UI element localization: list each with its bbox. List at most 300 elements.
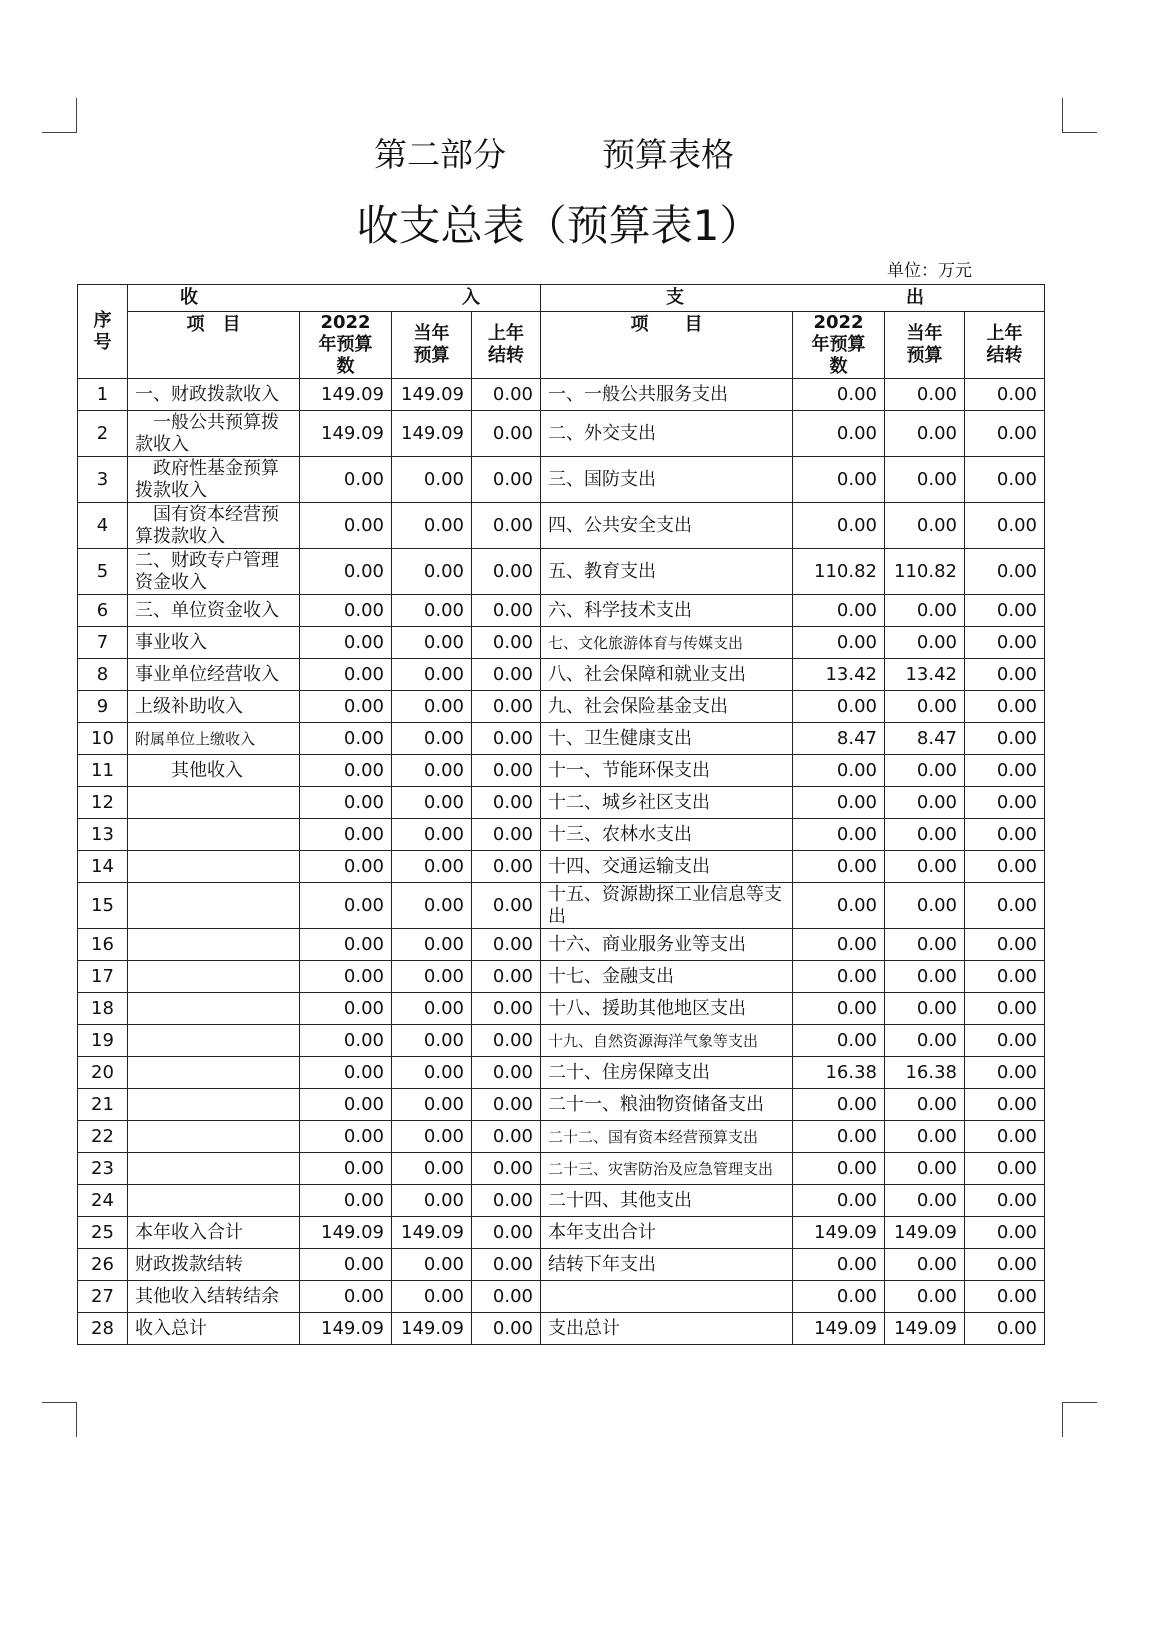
income-2022: 0.00 (343, 791, 384, 813)
income-current-cell (392, 627, 472, 659)
income-current-cell (392, 993, 472, 1025)
income-current-cell (392, 659, 472, 691)
income-2022-cell (300, 1121, 392, 1153)
income-carryover-cell (472, 723, 541, 755)
expense-item-cell (541, 691, 793, 723)
income-carryover-cell (472, 457, 541, 503)
income-2022: 149.09 (321, 383, 384, 405)
income-carryover-cell (472, 549, 541, 595)
income-carryover-cell (472, 787, 541, 819)
expense-current: 0.00 (916, 1125, 957, 1147)
income-current: 0.00 (423, 663, 464, 685)
income-current: 0.00 (423, 468, 464, 490)
income-item-cell (128, 787, 300, 819)
income-carryover-cell (472, 1217, 541, 1249)
row-seq: 28 (91, 1317, 114, 1339)
row-seq: 2 (96, 422, 109, 444)
income-item: 其他收入结转结余 (135, 1285, 279, 1307)
expense-item: 十四、交通运输支出 (548, 855, 710, 877)
expense-carryover-cell (965, 379, 1045, 411)
income-carryover-cell (472, 961, 541, 993)
expense-carryover: 0.00 (996, 855, 1037, 877)
income-item-cell (128, 659, 300, 691)
income-current: 0.00 (423, 855, 464, 877)
expense-current: 0.00 (916, 1253, 957, 1275)
part-label: 第二部分 (374, 135, 506, 174)
row-seq-cell (78, 1057, 128, 1089)
expense-item: 十、卫生健康支出 (548, 727, 692, 749)
expense-item-cell (541, 723, 793, 755)
income-carryover-cell (472, 883, 541, 929)
expense-current-cell (885, 929, 965, 961)
income-2022: 0.00 (343, 1125, 384, 1147)
income-2022: 0.00 (343, 1093, 384, 1115)
header-income-carryover: 上年结转 (472, 312, 541, 379)
page-title: 收支总表（预算表1） (356, 201, 762, 250)
expense-item: 一、一般公共服务支出 (548, 383, 728, 405)
expense-2022-cell (793, 457, 885, 503)
expense-2022: 0.00 (836, 631, 877, 653)
income-2022: 0.00 (343, 599, 384, 621)
expense-2022: 13.42 (825, 663, 877, 685)
header-expense-2022: 2022年预算数 (793, 312, 885, 379)
expense-carryover: 0.00 (996, 727, 1037, 749)
income-item: 国有资本经营预算拨款收入 (135, 503, 279, 547)
expense-carryover: 0.00 (996, 422, 1037, 444)
expense-carryover-cell (965, 1249, 1045, 1281)
expense-2022: 0.00 (836, 1157, 877, 1179)
expense-current: 16.38 (905, 1061, 957, 1083)
income-item: 上级补助收入 (135, 695, 243, 717)
income-carryover: 0.00 (492, 997, 533, 1019)
income-current: 0.00 (423, 823, 464, 845)
income-item-cell (128, 993, 300, 1025)
expense-current: 0.00 (916, 894, 957, 916)
table-row (78, 1153, 1045, 1185)
income-item: 二、财政专户管理资金收入 (135, 549, 279, 593)
income-2022: 0.00 (343, 823, 384, 845)
table-row (78, 851, 1045, 883)
expense-current-cell (885, 993, 965, 1025)
income-carryover-cell (472, 1089, 541, 1121)
expense-item-cell (541, 627, 793, 659)
income-current: 0.00 (423, 1093, 464, 1115)
expense-2022: 0.00 (836, 823, 877, 845)
income-current: 0.00 (423, 560, 464, 582)
income-current-cell (392, 1313, 472, 1345)
expense-current-cell (885, 819, 965, 851)
expense-2022-cell (793, 851, 885, 883)
row-seq: 24 (91, 1189, 114, 1211)
income-current: 0.00 (423, 599, 464, 621)
income-current-cell (392, 883, 472, 929)
income-current-cell (392, 819, 472, 851)
expense-2022: 0.00 (836, 1189, 877, 1211)
income-current-cell (392, 851, 472, 883)
row-seq-cell (78, 1249, 128, 1281)
income-2022-cell (300, 1281, 392, 1313)
header-row-columns (78, 312, 1045, 379)
income-item: 三、单位资金收入 (135, 599, 279, 621)
income-2022: 149.09 (321, 1317, 384, 1339)
unit-label: 单位：万元 (887, 261, 972, 281)
expense-item: 二、外交支出 (548, 422, 656, 444)
income-item-cell (128, 723, 300, 755)
income-item-cell (128, 1153, 300, 1185)
income-2022-cell (300, 1185, 392, 1217)
income-2022-cell (300, 379, 392, 411)
row-seq-cell (78, 819, 128, 851)
table-row (78, 1089, 1045, 1121)
expense-carryover-cell (965, 1217, 1045, 1249)
income-current-cell (392, 411, 472, 457)
table-row (78, 1185, 1045, 1217)
income-carryover: 0.00 (492, 560, 533, 582)
expense-2022-cell (793, 627, 885, 659)
income-carryover: 0.00 (492, 1125, 533, 1147)
expense-current-cell (885, 851, 965, 883)
income-item-cell (128, 1089, 300, 1121)
income-2022-cell (300, 929, 392, 961)
income-item: 其他收入 (171, 759, 243, 781)
income-current: 0.00 (423, 1029, 464, 1051)
income-2022-cell (300, 691, 392, 723)
expense-current: 0.00 (916, 1093, 957, 1115)
expense-current-cell (885, 691, 965, 723)
income-carryover-cell (472, 755, 541, 787)
expense-current-cell (885, 1121, 965, 1153)
income-current-cell (392, 1249, 472, 1281)
expense-current-cell (885, 1025, 965, 1057)
table-row (78, 503, 1045, 549)
table-row (78, 457, 1045, 503)
expense-current-cell (885, 1089, 965, 1121)
expense-carryover-cell (965, 755, 1045, 787)
expense-carryover: 0.00 (996, 599, 1037, 621)
expense-carryover-cell (965, 1121, 1045, 1153)
header-income-item: 项 目 (128, 312, 300, 379)
expense-carryover-cell (965, 723, 1045, 755)
row-seq: 13 (91, 823, 114, 845)
expense-item-cell (541, 503, 793, 549)
income-2022: 0.00 (343, 514, 384, 536)
income-carryover-cell (472, 1281, 541, 1313)
income-carryover-cell (472, 929, 541, 961)
expense-carryover-cell (965, 819, 1045, 851)
income-current-cell (392, 1281, 472, 1313)
income-item-cell (128, 411, 300, 457)
expense-current: 0.00 (916, 965, 957, 987)
income-current-cell (392, 723, 472, 755)
income-carryover-cell (472, 627, 541, 659)
expense-carryover-cell (965, 659, 1045, 691)
expense-2022-cell (793, 659, 885, 691)
header-income-left: 收 (180, 287, 198, 308)
expense-carryover-cell (965, 1057, 1045, 1089)
expense-carryover-cell (965, 929, 1045, 961)
expense-item: 二十四、其他支出 (548, 1189, 692, 1211)
income-2022-cell (300, 457, 392, 503)
expense-current: 0.00 (916, 1285, 957, 1307)
expense-item-cell (541, 787, 793, 819)
row-seq-cell (78, 1121, 128, 1153)
income-item-cell (128, 851, 300, 883)
income-item-cell (128, 503, 300, 549)
income-2022-cell (300, 549, 392, 595)
row-seq-cell (78, 503, 128, 549)
income-2022: 149.09 (321, 1221, 384, 1243)
part-name: 预算表格 (602, 135, 734, 174)
expense-current-cell (885, 627, 965, 659)
income-2022: 0.00 (343, 965, 384, 987)
income-2022: 0.00 (343, 1253, 384, 1275)
expense-2022: 110.82 (814, 560, 877, 582)
expense-item: 五、教育支出 (548, 560, 656, 582)
expense-carryover-cell (965, 691, 1045, 723)
table-row (78, 755, 1045, 787)
income-item: 事业收入 (135, 631, 207, 653)
expense-2022: 0.00 (836, 468, 877, 490)
income-carryover: 0.00 (492, 855, 533, 877)
crop-mark-bottom-right (1062, 1402, 1097, 1437)
income-carryover: 0.00 (492, 383, 533, 405)
income-carryover-cell (472, 691, 541, 723)
income-carryover: 0.00 (492, 514, 533, 536)
income-current-cell (392, 691, 472, 723)
expense-current-cell (885, 1281, 965, 1313)
expense-current: 0.00 (916, 422, 957, 444)
row-seq-cell (78, 961, 128, 993)
income-carryover-cell (472, 993, 541, 1025)
header-expense-item: 项 目 (541, 312, 793, 379)
income-item-cell (128, 379, 300, 411)
expense-item-cell (541, 1249, 793, 1281)
expense-carryover: 0.00 (996, 823, 1037, 845)
income-carryover-cell (472, 819, 541, 851)
expense-current: 0.00 (916, 1157, 957, 1179)
income-2022-cell (300, 755, 392, 787)
income-carryover-cell (472, 1025, 541, 1057)
income-current: 0.00 (423, 631, 464, 653)
expense-carryover-cell (965, 851, 1045, 883)
income-current: 0.00 (423, 1157, 464, 1179)
income-item-cell (128, 1121, 300, 1153)
income-2022-cell (300, 993, 392, 1025)
income-2022: 0.00 (343, 855, 384, 877)
income-current: 0.00 (423, 965, 464, 987)
row-seq-cell (78, 549, 128, 595)
expense-2022: 0.00 (836, 933, 877, 955)
expense-item-cell (541, 411, 793, 457)
expense-current: 0.00 (916, 514, 957, 536)
income-current-cell (392, 787, 472, 819)
income-2022: 0.00 (343, 1189, 384, 1211)
income-carryover-cell (472, 503, 541, 549)
expense-item-cell (541, 929, 793, 961)
row-seq-cell (78, 411, 128, 457)
expense-current-cell (885, 659, 965, 691)
expense-carryover: 0.00 (996, 1029, 1037, 1051)
header-seq: 序号 (78, 285, 128, 379)
expense-item-cell (541, 457, 793, 503)
income-carryover: 0.00 (492, 1061, 533, 1083)
row-seq: 5 (96, 560, 109, 582)
expense-current: 0.00 (916, 823, 957, 845)
expense-2022: 0.00 (836, 997, 877, 1019)
income-current: 0.00 (423, 1061, 464, 1083)
income-carryover: 0.00 (492, 727, 533, 749)
row-seq: 17 (91, 965, 114, 987)
expense-item-cell (541, 883, 793, 929)
income-carryover: 0.00 (492, 1285, 533, 1307)
expense-current-cell (885, 961, 965, 993)
expense-carryover-cell (965, 1281, 1045, 1313)
expense-current-cell (885, 1185, 965, 1217)
row-seq-cell (78, 1217, 128, 1249)
income-carryover: 0.00 (492, 965, 533, 987)
expense-current-cell (885, 503, 965, 549)
table-row (78, 993, 1045, 1025)
income-current: 149.09 (401, 1317, 464, 1339)
expense-current: 149.09 (894, 1317, 957, 1339)
header-income-right: 入 (462, 287, 480, 308)
table-row (78, 1217, 1045, 1249)
table-row (78, 659, 1045, 691)
income-item: 附属单位上缴收入 (135, 729, 256, 748)
income-carryover: 0.00 (492, 791, 533, 813)
row-seq-cell (78, 787, 128, 819)
income-carryover-cell (472, 411, 541, 457)
expense-2022: 0.00 (836, 1029, 877, 1051)
income-item: 一般公共预算拨款收入 (135, 411, 279, 455)
income-current: 0.00 (423, 1285, 464, 1307)
income-item-cell (128, 1313, 300, 1345)
expense-item: 结转下年支出 (548, 1253, 656, 1275)
income-2022-cell (300, 1089, 392, 1121)
expense-current-cell (885, 883, 965, 929)
row-seq: 22 (91, 1125, 114, 1147)
header-income-2022: 2022年预算数 (300, 312, 392, 379)
income-current: 149.09 (401, 422, 464, 444)
income-item-cell (128, 595, 300, 627)
expense-item: 十九、自然资源海洋气象等支出 (548, 1031, 759, 1050)
expense-item: 六、科学技术支出 (548, 599, 692, 621)
table-row (78, 379, 1045, 411)
expense-2022: 0.00 (836, 791, 877, 813)
header-expense (541, 285, 1045, 312)
expense-current-cell (885, 1217, 965, 1249)
income-carryover: 0.00 (492, 1157, 533, 1179)
expense-current-cell (885, 755, 965, 787)
expense-2022: 8.47 (836, 727, 877, 749)
income-item-cell (128, 819, 300, 851)
expense-2022: 0.00 (836, 695, 877, 717)
expense-current: 0.00 (916, 1029, 957, 1051)
income-2022: 149.09 (321, 422, 384, 444)
expense-carryover-cell (965, 503, 1045, 549)
expense-item: 二十三、灾害防治及应急管理支出 (548, 1159, 774, 1178)
income-carryover-cell (472, 1121, 541, 1153)
income-carryover: 0.00 (492, 1093, 533, 1115)
expense-carryover: 0.00 (996, 759, 1037, 781)
expense-2022-cell (793, 1121, 885, 1153)
expense-carryover: 0.00 (996, 514, 1037, 536)
income-2022: 0.00 (343, 663, 384, 685)
income-carryover-cell (472, 1313, 541, 1345)
expense-current: 0.00 (916, 791, 957, 813)
expense-2022: 149.09 (814, 1317, 877, 1339)
expense-item-cell (541, 993, 793, 1025)
income-item-cell (128, 691, 300, 723)
row-seq-cell (78, 1153, 128, 1185)
income-carryover: 0.00 (492, 599, 533, 621)
income-2022: 0.00 (343, 1157, 384, 1179)
expense-2022-cell (793, 993, 885, 1025)
expense-current-cell (885, 411, 965, 457)
expense-current: 0.00 (916, 468, 957, 490)
income-2022: 0.00 (343, 997, 384, 1019)
income-2022-cell (300, 851, 392, 883)
expense-2022-cell (793, 595, 885, 627)
row-seq: 12 (91, 791, 114, 813)
income-current: 0.00 (423, 1253, 464, 1275)
income-2022: 0.00 (343, 631, 384, 653)
budget-table (77, 284, 1045, 1345)
income-current-cell (392, 1057, 472, 1089)
expense-2022-cell (793, 1089, 885, 1121)
row-seq-cell (78, 1313, 128, 1345)
income-carryover-cell (472, 379, 541, 411)
expense-current: 0.00 (916, 997, 957, 1019)
income-item-cell (128, 1057, 300, 1089)
income-current-cell (392, 595, 472, 627)
expense-2022-cell (793, 691, 885, 723)
expense-current-cell (885, 595, 965, 627)
table-row (78, 819, 1045, 851)
income-carryover: 0.00 (492, 823, 533, 845)
income-item-cell (128, 549, 300, 595)
table-row (78, 1025, 1045, 1057)
expense-item: 本年支出合计 (548, 1221, 656, 1243)
income-carryover: 0.00 (492, 631, 533, 653)
row-seq: 27 (91, 1285, 114, 1307)
expense-current-cell (885, 457, 965, 503)
expense-current-cell (885, 787, 965, 819)
row-seq-cell (78, 929, 128, 961)
expense-current: 110.82 (894, 560, 957, 582)
row-seq: 7 (96, 631, 109, 653)
row-seq-cell (78, 723, 128, 755)
expense-carryover: 0.00 (996, 997, 1037, 1019)
row-seq-cell (78, 851, 128, 883)
expense-carryover: 0.00 (996, 383, 1037, 405)
expense-item-cell (541, 659, 793, 691)
row-seq-cell (78, 379, 128, 411)
expense-current-cell (885, 1153, 965, 1185)
expense-2022: 0.00 (836, 1093, 877, 1115)
expense-item: 二十、住房保障支出 (548, 1061, 710, 1083)
table-row (78, 1281, 1045, 1313)
expense-item-cell (541, 1025, 793, 1057)
expense-current: 13.42 (905, 663, 957, 685)
row-seq-cell (78, 1025, 128, 1057)
row-seq-cell (78, 691, 128, 723)
income-current-cell (392, 379, 472, 411)
expense-carryover: 0.00 (996, 1253, 1037, 1275)
income-carryover-cell (472, 1057, 541, 1089)
expense-2022: 0.00 (836, 383, 877, 405)
expense-2022: 0.00 (836, 855, 877, 877)
